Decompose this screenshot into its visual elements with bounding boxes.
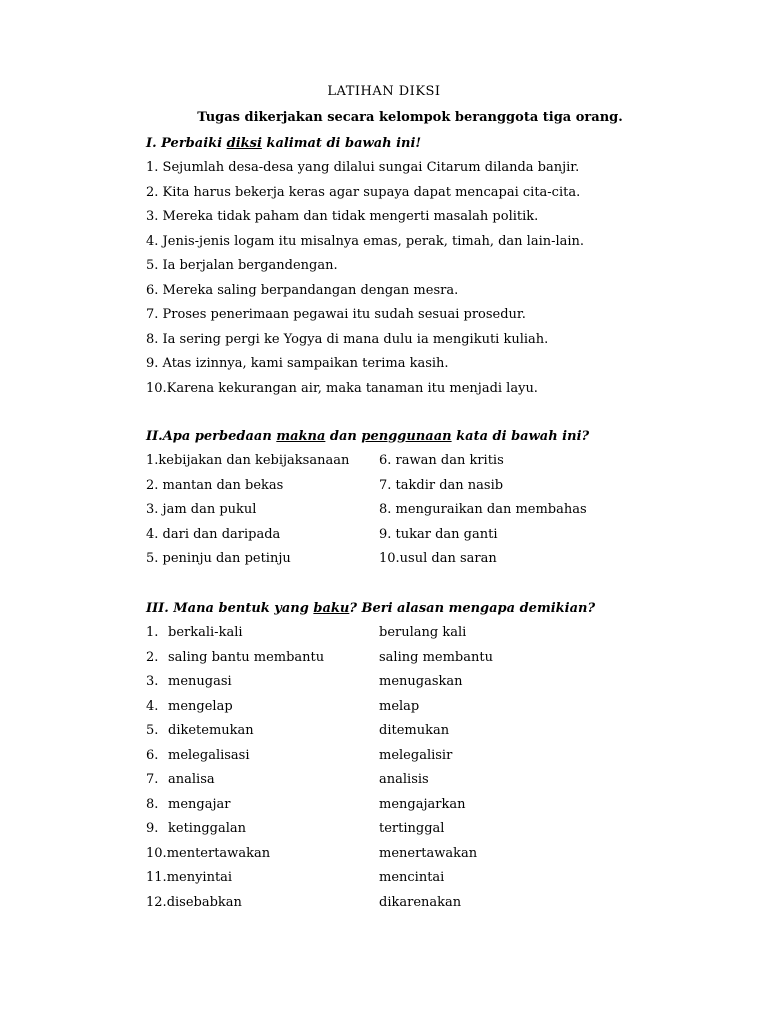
word-form-a-numbered — [146, 842, 379, 867]
item-number: 3. — [146, 674, 159, 689]
sentence-item: 6. Mereka saling berpandangan dengan mesra. — [146, 282, 459, 298]
word-pair: 5. peninju dan petinju — [146, 551, 291, 566]
heading-text: I. Perbaiki — [146, 136, 227, 151]
page-subtitle: Tugas dikerjakan secara kelompok beranggota tiga orang. — [197, 110, 623, 125]
word-pair-row — [146, 498, 706, 523]
word-form-row — [146, 842, 706, 867]
item-number: 5. — [146, 723, 159, 738]
item-number: 8. — [146, 796, 159, 812]
word-form-b: ditemukan — [379, 723, 450, 738]
word-form-b: saling membantu — [379, 649, 493, 665]
word-form-a: disebabkan — [166, 894, 242, 910]
heading-text: kata di bawah ini? — [451, 429, 590, 444]
item-number: 11. — [146, 870, 167, 885]
word-pair: 7. takdir dan nasib — [379, 477, 504, 493]
word-form-row — [146, 670, 706, 695]
word-pair: 9. tukar dan ganti — [379, 526, 498, 542]
heading-underlined-word: makna — [276, 429, 326, 444]
word-pair-row — [146, 474, 706, 499]
word-form-b: mengajarkan — [379, 796, 466, 812]
word-pair: 6. rawan dan kritis — [379, 453, 504, 468]
heading-underlined-word: diksi — [226, 136, 262, 151]
word-form-a: diketemukan — [168, 723, 254, 738]
item-number: 4. — [146, 698, 159, 714]
word-form-a: berkali-kali — [168, 625, 243, 640]
word-form-row — [146, 744, 706, 769]
word-form-a: mentertawakan — [166, 845, 271, 861]
section-3 — [146, 597, 706, 915]
heading-underlined-word: baku — [313, 601, 350, 616]
sentence-item: 10.Karena kekurangan air, maka tanaman itu menjadi layu. — [146, 380, 538, 396]
word-form-row — [146, 768, 706, 793]
word-form-row — [146, 719, 706, 744]
word-form-row — [146, 793, 706, 818]
word-form-b: tertinggal — [379, 821, 445, 836]
word-form-row — [146, 866, 706, 891]
word-form-a: menugasi — [168, 674, 232, 689]
sentence-item: 7. Proses penerimaan pegawai itu sudah sesuai prosedur. — [146, 307, 526, 322]
sentence-item: 4. Jenis-jenis logam itu misalnya emas, perak, timah, dan lain-lain. — [146, 233, 585, 249]
section-2 — [146, 425, 706, 572]
word-form-b: mencintai — [379, 870, 445, 885]
sentence-item: 5. Ia berjalan bergandengan. — [146, 258, 338, 273]
word-pair-row — [146, 449, 706, 474]
item-number: 2. — [146, 649, 159, 665]
word-pair: 1.kebijakan dan kebijaksanaan — [146, 453, 350, 468]
sentence-item: 2. Kita harus bekerja keras agar supaya dapat mencapai cita-cita. — [146, 184, 581, 200]
section-2-list — [146, 449, 706, 572]
section-3-heading — [146, 597, 706, 621]
section-1 — [146, 132, 706, 401]
item-number: 6. — [146, 747, 159, 763]
word-form-b: melap — [379, 698, 420, 714]
word-form-b: menugaskan — [379, 674, 463, 689]
word-form-a-numbered — [146, 891, 379, 916]
sentence-item: 8. Ia sering pergi ke Yogya di mana dulu ia mengikuti kuliah. — [146, 331, 549, 347]
word-form-row — [146, 891, 706, 916]
word-form-b: berulang kali — [379, 625, 467, 640]
word-form-b: menertawakan — [379, 845, 478, 861]
word-form-row — [146, 646, 706, 671]
word-form-a: analisa — [168, 772, 215, 787]
heading-text: kalimat di bawah ini! — [261, 136, 422, 151]
word-pair: 10.usul dan saran — [379, 551, 497, 566]
sentence-item: 9. Atas izinnya, kami sampaikan terima kasih. — [146, 356, 449, 371]
word-pair: 3. jam dan pukul — [146, 502, 257, 517]
item-number: 10. — [146, 845, 167, 861]
heading-text: ? Beri alasan mengapa demikian? — [349, 601, 596, 616]
word-form-row — [146, 817, 706, 842]
word-form-row — [146, 695, 706, 720]
heading-text: dan — [325, 429, 362, 444]
word-pair-row — [146, 523, 706, 548]
section-1-list — [146, 156, 706, 401]
word-form-a: ketinggalan — [168, 821, 246, 836]
word-pair: 4. dari dan daripada — [146, 526, 281, 542]
word-pair: 2. mantan dan bekas — [146, 477, 284, 493]
heading-underlined-word: penggunaan — [361, 429, 452, 444]
section-1-heading — [146, 132, 706, 156]
sentence-item: 3. Mereka tidak paham dan tidak mengerti masalah politik. — [146, 209, 539, 224]
word-form-a: mengelap — [168, 698, 233, 714]
section-3-list — [146, 621, 706, 915]
section-2-heading — [146, 425, 706, 449]
word-pair-row — [146, 547, 706, 572]
page-title: LATIHAN DIKSI — [327, 84, 441, 99]
word-form-a: menyintai — [166, 870, 233, 885]
word-form-a: melegalisasi — [168, 747, 250, 763]
word-form-b: melegalisir — [379, 747, 453, 763]
item-number: 1. — [146, 625, 159, 640]
sentence-item: 1. Sejumlah desa-desa yang dilalui sungai Citarum dilanda banjir. — [146, 160, 580, 175]
word-form-a: mengajar — [168, 796, 231, 812]
heading-text: II.Apa perbedaan — [146, 429, 277, 444]
item-number: 9. — [146, 821, 159, 836]
heading-text: III. Mana bentuk yang — [146, 601, 314, 616]
word-form-a: saling bantu membantu — [168, 649, 325, 665]
item-number: 12. — [146, 894, 167, 910]
word-form-b: analisis — [379, 772, 429, 787]
word-form-row — [146, 621, 706, 646]
word-pair: 8. menguraikan dan membahas — [379, 502, 587, 517]
item-number: 7. — [146, 772, 159, 787]
word-form-b: dikarenakan — [379, 894, 462, 910]
word-form-a-numbered — [146, 866, 379, 891]
